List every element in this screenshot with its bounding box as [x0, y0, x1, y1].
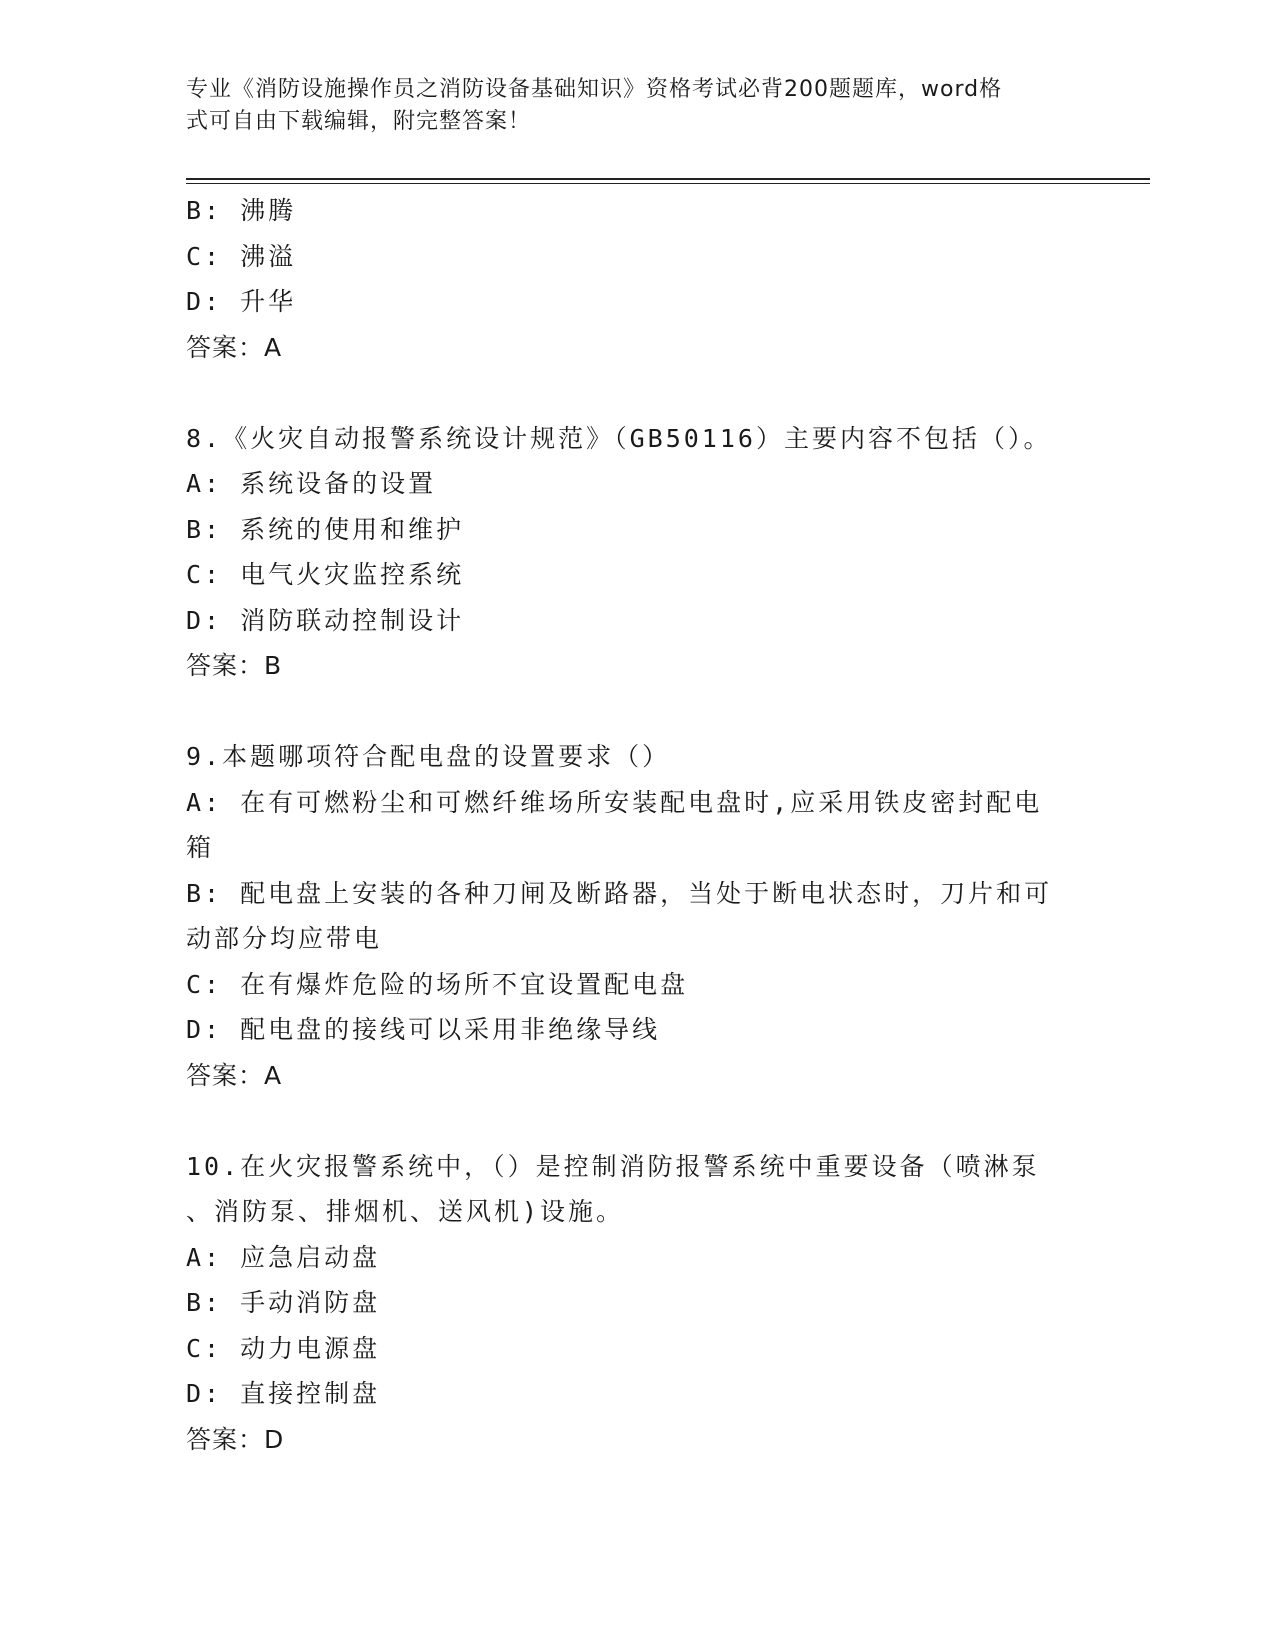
- option-c: C: 沸溢: [186, 241, 297, 271]
- option-c: C: 在有爆炸危险的场所不宜设置配电盘: [186, 969, 689, 999]
- spacer: [186, 689, 1086, 735]
- option-a: A: 应急启动盘: [186, 1242, 381, 1272]
- header-line-1: 专业《消防设施操作员之消防设备基础知识》资格考试必背200题题库，word格: [186, 77, 1003, 102]
- option-d: D: 配电盘的接线可以采用非绝缘导线: [186, 1015, 661, 1044]
- option-c: C: 电气火灾监控系统: [186, 560, 465, 589]
- option-b: B: 系统的使用和维护: [186, 514, 465, 544]
- option-c: C: 动力电源盘: [186, 1333, 381, 1363]
- question-stem: 8.《火灾自动报警系统设计规范》（GB50116）主要内容不包括（）。: [186, 423, 1052, 453]
- option-b: B: 手动消防盘: [186, 1288, 381, 1317]
- option-d: D: 升华: [186, 287, 297, 316]
- question-8: [186, 416, 1086, 689]
- answer-line: 答案：D: [186, 1424, 285, 1454]
- option-d: D: 消防联动控制设计: [186, 605, 465, 635]
- question-9: [186, 734, 1086, 1098]
- option-b: B: 沸腾: [186, 196, 297, 225]
- question-content: [186, 188, 1086, 1462]
- spacer: [186, 1098, 1086, 1144]
- spacer: [186, 370, 1086, 416]
- header-divider-thick: [186, 178, 1150, 180]
- question-stem-continued: 、消防泵、排烟机、送风机)设施。: [186, 1197, 625, 1226]
- option-d: D: 直接控制盘: [186, 1379, 381, 1408]
- option-a-continued: 箱: [186, 833, 215, 862]
- answer-line: 答案：A: [186, 332, 283, 362]
- header-line-2: 式可自由下载编辑，附完整答案！: [186, 109, 532, 134]
- answer-line: 答案：A: [186, 1060, 283, 1090]
- question-10: [186, 1144, 1086, 1463]
- option-b-continued: 动部分均应带电: [186, 924, 383, 953]
- question-stem: 9.本题哪项符合配电盘的设置要求（）: [186, 742, 671, 771]
- answer-line: 答案：B: [186, 651, 283, 680]
- option-a: A: 在有可燃粉尘和可燃纤维场所安装配电盘时,应采用铁皮密封配电: [186, 787, 1043, 817]
- continued-question: [186, 188, 1086, 370]
- option-b: B: 配电盘上安装的各种刀闸及断路器，当处于断电状态时，刀片和可: [186, 878, 1053, 908]
- document-header: [186, 74, 1066, 138]
- question-stem: 10.在火灾报警系统中，（）是控制消防报警系统中重要设备（喷淋泵: [186, 1151, 1040, 1181]
- option-a: A: 系统设备的设置: [186, 469, 437, 498]
- header-divider-thin: [186, 183, 1150, 184]
